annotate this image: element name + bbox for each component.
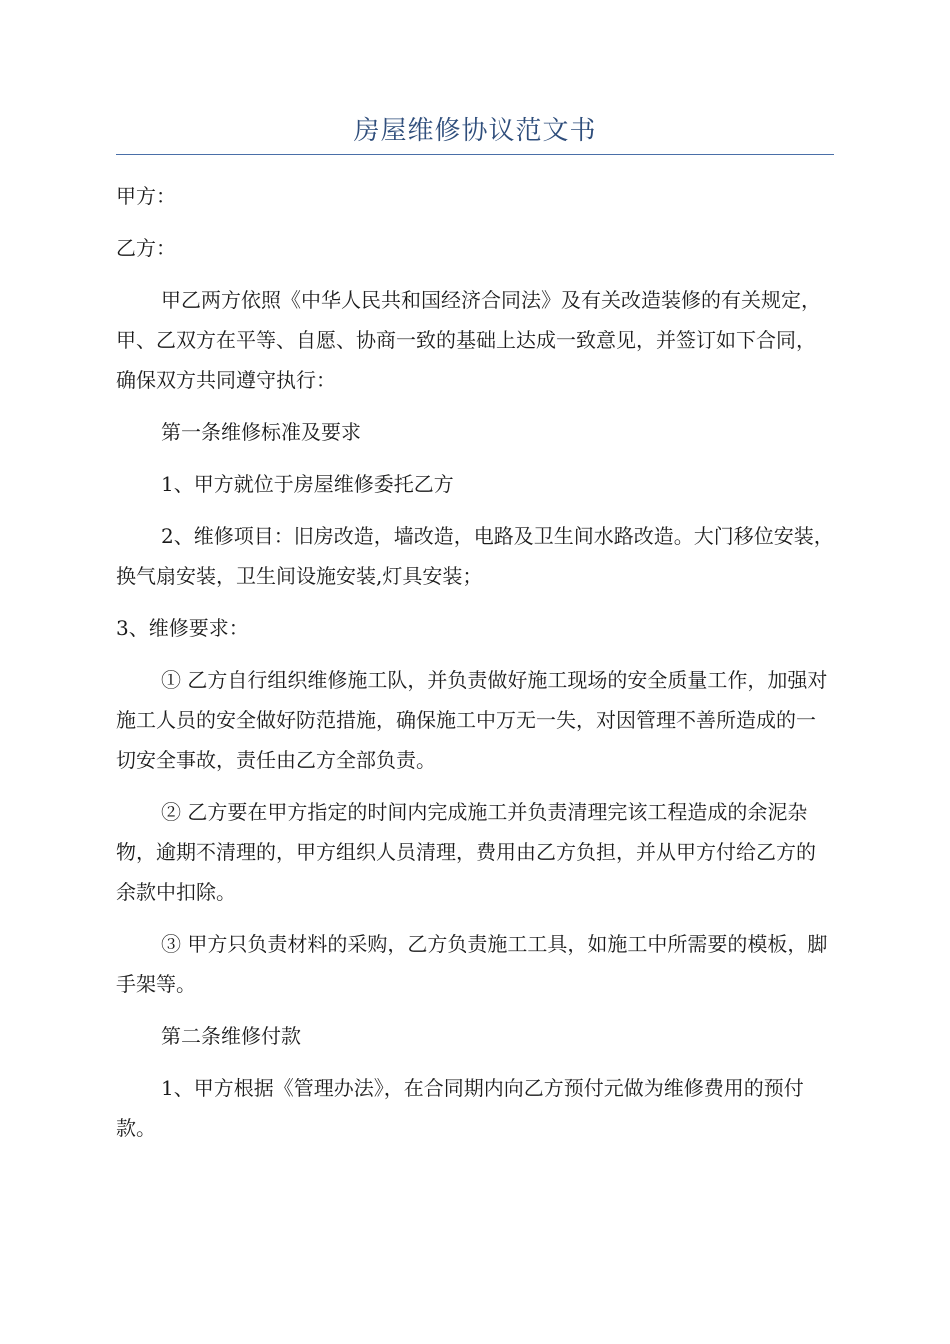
- requirement-1: ① 乙方自行组织维修施工队，并负责做好施工现场的安全质量工作，加强对施工人员的安全做好防范措施，确保施工中万无一失，对因管理不善所造成的一切安全事故，责任由乙方全部负责。: [116, 668, 828, 772]
- party-a-line: 甲方：: [116, 184, 176, 208]
- document-title: 房屋维修协议范文书: [353, 116, 597, 146]
- article-1-item-1: 1、甲方就位于房屋维修委托乙方: [161, 472, 454, 496]
- document-body: [116, 176, 834, 1160]
- title-underline: [116, 154, 834, 155]
- requirement-2: ② 乙方要在甲方指定的时间内完成施工并负责清理完该工程造成的余泥杂物，逾期不清理的，甲方组织人员清理，费用由乙方负担，并从甲方付给乙方的余款中扣除。: [116, 800, 816, 904]
- article-1-item-3: 3、维修要求：: [116, 616, 249, 640]
- preamble-paragraph: 甲乙两方依照《中华人民共和国经济合同法》及有关改造装修的有关规定，甲、乙双方在平等、自愿、协商一致的基础上达成一致意见，并签订如下合同，确保双方共同遵守执行：: [116, 288, 821, 392]
- article-2-item-1: 1、甲方根据《管理办法》，在合同期内向乙方预付元做为维修费用的预付款。: [116, 1076, 804, 1140]
- article-2-heading: 第二条维修付款: [161, 1024, 301, 1048]
- article-1-heading: 第一条维修标准及要求: [161, 420, 361, 444]
- article-1-item-2: 2、维修项目：旧房改造，墙改造，电路及卫生间水路改造。大门移位安装，换气扇安装，卫生间设施安装,灯具安装；: [116, 524, 834, 588]
- party-b-line: 乙方：: [116, 236, 176, 260]
- requirement-3: ③ 甲方只负责材料的采购，乙方负责施工工具，如施工中所需要的模板，脚手架等。: [116, 932, 828, 996]
